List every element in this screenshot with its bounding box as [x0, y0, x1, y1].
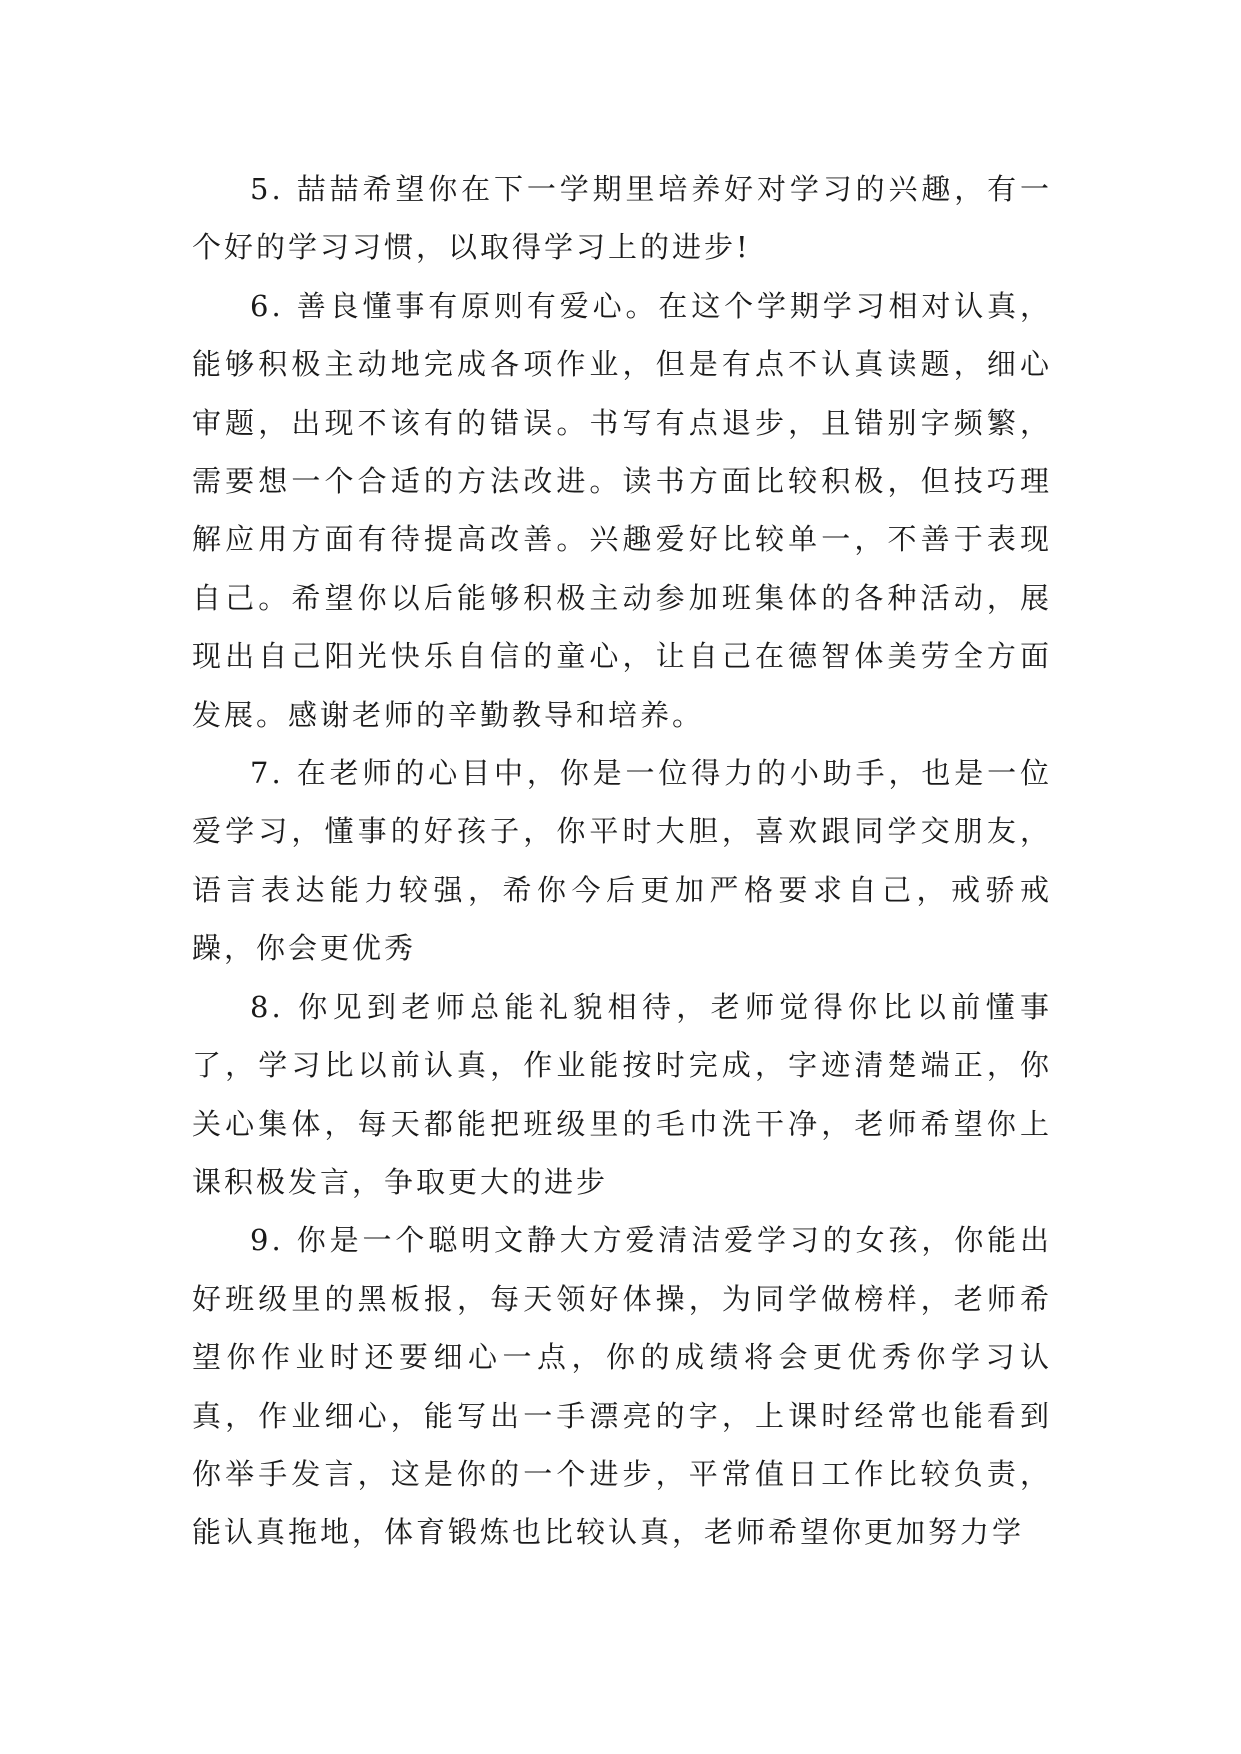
paragraph-9: 9. 你是一个聪明文静大方爱清洁爱学习的女孩，你能出好班级里的黑板报，每天领好体操，为同学做榜样，老师希望你作业时还要细心一点，你的成绩将会更优秀你学习认真，作业细心，能写出一手漂亮的字，上课时经常也能看到你举手发言，这是你的一个进步，平常值日工作比较负责，能认真拖地，体育锻炼也比较认真，老师希望你更加努力学	[192, 1223, 1052, 1550]
paragraph-8: 8. 你见到老师总能礼貌相待，老师觉得你比以前懂事了，学习比以前认真，作业能按时完成，字迹清楚端正，你关心集体，每天都能把班级里的毛巾洗干净，老师希望你上课积极发言，争取更大的进步	[192, 989, 1052, 1199]
paragraph-7: 7. 在老师的心目中，你是一位得力的小助手，也是一位爱学习，懂事的好孩子，你平时大胆，喜欢跟同学交朋友，语言表达能力较强，希你今后更加严格要求自己，戒骄戒躁，你会更优秀	[192, 756, 1052, 966]
paragraph-5: 5. 喆喆希望你在下一学期里培养好对学习的兴趣，有一个好的学习习惯，以取得学习上的进步!	[192, 172, 1052, 265]
paragraph-6: 6. 善良懂事有原则有爱心。在这个学期学习相对认真，能够积极主动地完成各项作业，但是有点不认真读题，细心审题，出现不该有的错误。书写有点退步，且错别字频繁，需要想一个合适的方法改进。读书方面比较积极，但技巧理解应用方面有待提高改善。兴趣爱好比较单一，不善于表现自己。希望你以后能够积极主动参加班集体的各种活动，展现出自己阳光快乐自信的童心，让自己在德智体美劳全方面发展。感谢老师的辛勤教导和培养。	[192, 288, 1052, 732]
document-page	[192, 160, 1052, 1562]
